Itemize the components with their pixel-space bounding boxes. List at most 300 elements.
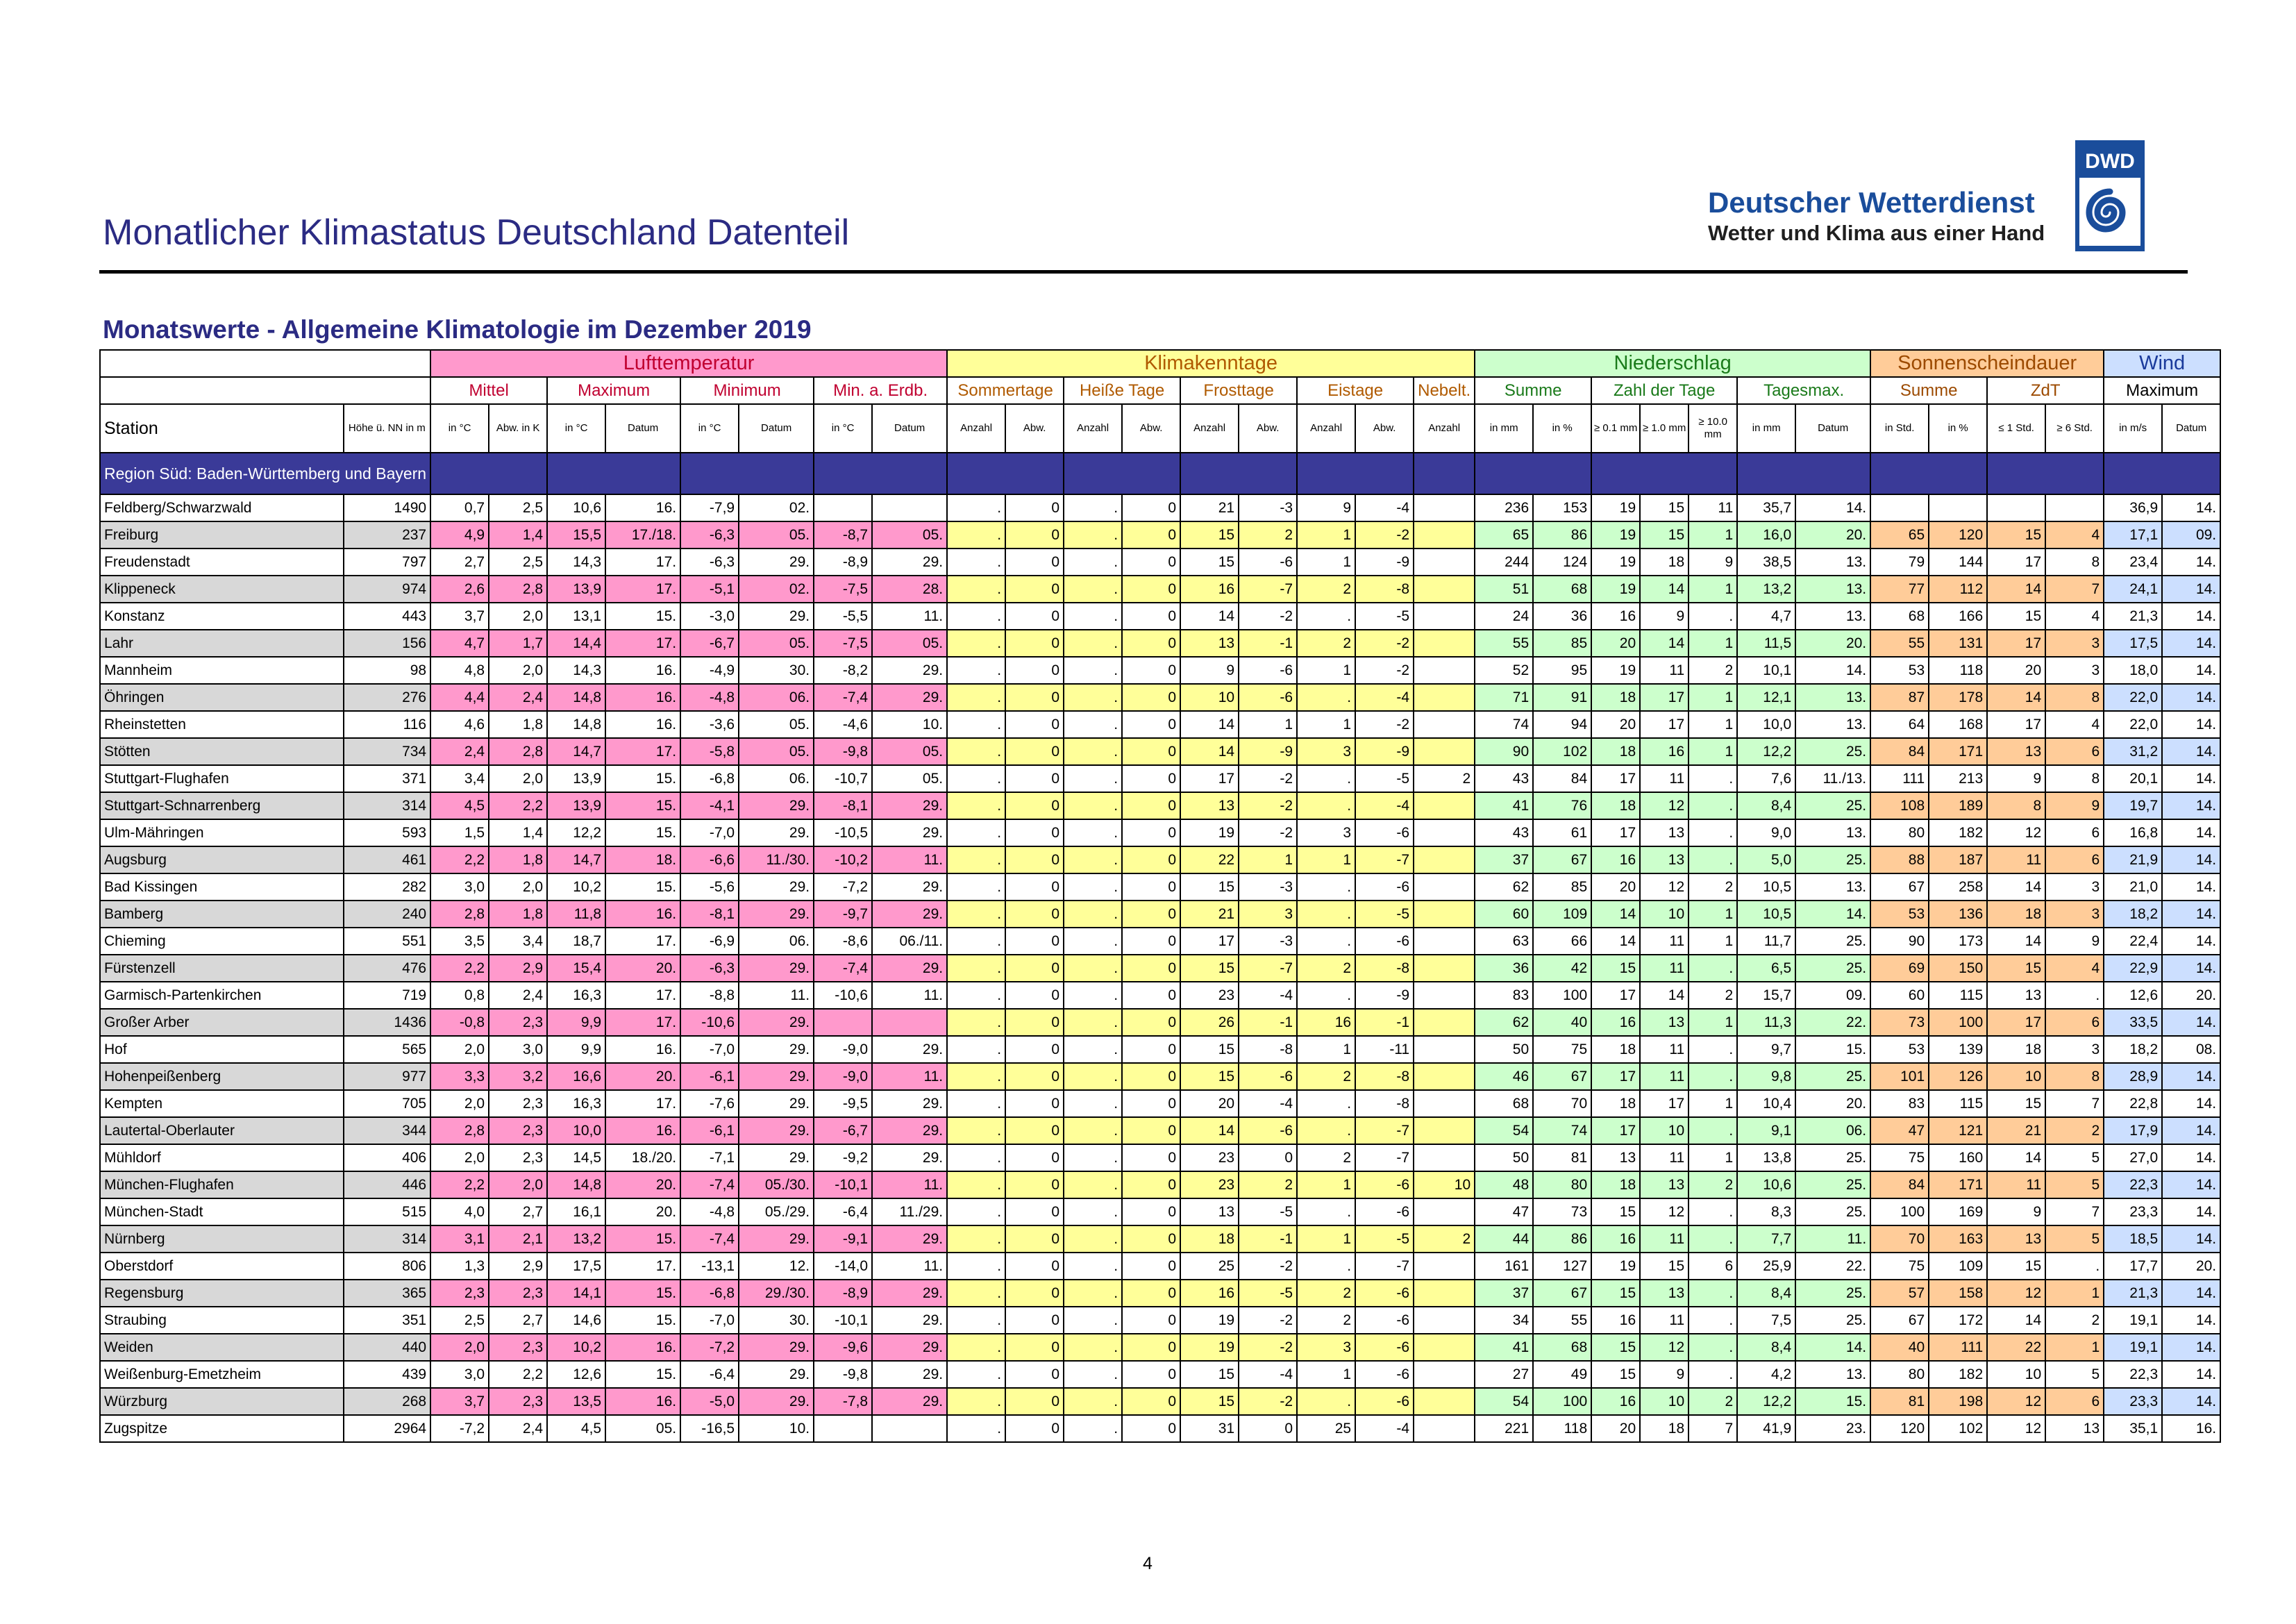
region-label: Region Süd: Baden-Württemberg und Bayern	[100, 453, 430, 494]
wind-datum: 14.	[2162, 603, 2220, 630]
sonne-summe: 83	[1870, 1090, 1929, 1117]
heisse-tage-anzahl: .	[1064, 846, 1122, 873]
eistage-anzahl: 1	[1297, 521, 1355, 549]
heisse-tage-abw: 0	[1122, 1090, 1180, 1117]
temp-max: 10,2	[547, 873, 605, 901]
eistage-anzahl: 2	[1297, 1307, 1355, 1334]
station-name: Hof	[100, 1036, 344, 1063]
sommertage-anzahl: .	[947, 1225, 1005, 1253]
temp-min: -7,0	[680, 1036, 739, 1063]
temp-min-datum: 29.	[739, 819, 814, 846]
station-hoehe: 268	[344, 1388, 431, 1415]
eistage-abw: -4	[1355, 684, 1414, 711]
tage-ge-1mm: 11	[1640, 928, 1689, 955]
heisse-tage-anzahl: .	[1064, 494, 1122, 521]
temp-mittel: 3,5	[430, 928, 489, 955]
tagesmax-datum: 14.	[1795, 494, 1870, 521]
table-row	[100, 1415, 2220, 1442]
frosttage-anzahl: 13	[1180, 1198, 1239, 1225]
temp-min: -4,8	[680, 1198, 739, 1225]
temp-erdb: -10,1	[814, 1307, 872, 1334]
document-title: Monatlicher Klimastatus Deutschland Datenteil	[103, 212, 850, 253]
frosttage-anzahl: 15	[1180, 955, 1239, 982]
tage-ge-1mm: 16	[1640, 738, 1689, 765]
sonne-prozent: 121	[1929, 1117, 1987, 1144]
station-name: Mannheim	[100, 657, 344, 684]
temp-erdb-datum: 29.	[872, 1388, 947, 1415]
zdt-ge-6-std: 5	[2045, 1225, 2104, 1253]
heisse-tage-anzahl: .	[1064, 1063, 1122, 1090]
eistage-abw: -4	[1355, 494, 1414, 521]
frosttage-anzahl: 17	[1180, 765, 1239, 792]
sonne-summe: 84	[1870, 1171, 1929, 1198]
table-row	[100, 521, 2220, 549]
temp-abw: 2,8	[489, 738, 547, 765]
temp-erdb: -9,7	[814, 901, 872, 928]
temp-min: -5,6	[680, 873, 739, 901]
table-row	[100, 630, 2220, 657]
eistage-abw: -5	[1355, 1225, 1414, 1253]
eistage-abw: -11	[1355, 1036, 1414, 1063]
temp-max: 14,4	[547, 630, 605, 657]
nebeltage-anzahl	[1414, 603, 1475, 630]
nebeltage-anzahl	[1414, 1280, 1475, 1307]
eistage-abw: -8	[1355, 1090, 1414, 1117]
tage-ge-1mm: 12	[1640, 792, 1689, 819]
temp-erdb-datum: 29.	[872, 955, 947, 982]
sommertage-anzahl: .	[947, 1334, 1005, 1361]
tagesmax-mm: 11,3	[1737, 1009, 1795, 1036]
niederschlag-summe: 74	[1475, 711, 1533, 738]
tagesmax-mm: 12,2	[1737, 1388, 1795, 1415]
niederschlag-prozent: 67	[1533, 846, 1591, 873]
sub-zdt: ZdT	[1987, 377, 2104, 404]
tagesmax-mm: 10,5	[1737, 873, 1795, 901]
temp-mittel: 2,6	[430, 576, 489, 603]
temp-erdb: -7,4	[814, 684, 872, 711]
temp-erdb: -5,5	[814, 603, 872, 630]
frosttage-anzahl: 13	[1180, 630, 1239, 657]
tagesmax-mm: 38,5	[1737, 549, 1795, 576]
temp-erdb-datum	[872, 494, 947, 521]
sommertage-anzahl: .	[947, 1415, 1005, 1442]
sommertage-anzahl: .	[947, 630, 1005, 657]
table-row	[100, 711, 2220, 738]
temp-max-datum: 20.	[605, 1063, 680, 1090]
station-name: Großer Arber	[100, 1009, 344, 1036]
temp-erdb: -4,6	[814, 711, 872, 738]
station-name: Oberstdorf	[100, 1253, 344, 1280]
niederschlag-prozent: 68	[1533, 1334, 1591, 1361]
heisse-tage-anzahl: .	[1064, 955, 1122, 982]
tage-ge-0-1mm: 18	[1591, 1036, 1640, 1063]
station-name: Regensburg	[100, 1280, 344, 1307]
table-row	[100, 792, 2220, 819]
tage-ge-0-1mm: 15	[1591, 1198, 1640, 1225]
station-hoehe: 237	[344, 521, 431, 549]
sonne-prozent: 198	[1929, 1388, 1987, 1415]
niederschlag-summe: 63	[1475, 928, 1533, 955]
sonne-summe: 68	[1870, 603, 1929, 630]
frosttage-anzahl: 15	[1180, 1388, 1239, 1415]
wind-max: 17,1	[2104, 521, 2162, 549]
sommertage-abw: 0	[1005, 1117, 1064, 1144]
table-row	[100, 494, 2220, 521]
niederschlag-summe: 55	[1475, 630, 1533, 657]
tagesmax-mm: 9,1	[1737, 1117, 1795, 1144]
station-hoehe: 156	[344, 630, 431, 657]
region-fill	[814, 453, 947, 494]
tagesmax-mm: 6,5	[1737, 955, 1795, 982]
temp-erdb: -9,5	[814, 1090, 872, 1117]
sonne-prozent: 169	[1929, 1198, 1987, 1225]
tage-ge-0-1mm: 16	[1591, 1307, 1640, 1334]
tagesmax-mm: 15,7	[1737, 982, 1795, 1009]
wind-datum: 14.	[2162, 1009, 2220, 1036]
station-hoehe: 371	[344, 765, 431, 792]
heisse-tage-abw: 0	[1122, 603, 1180, 630]
sonne-prozent: 158	[1929, 1280, 1987, 1307]
sonne-prozent: 173	[1929, 928, 1987, 955]
niederschlag-summe: 54	[1475, 1117, 1533, 1144]
tagesmax-mm: 11,7	[1737, 928, 1795, 955]
temp-max: 14,7	[547, 738, 605, 765]
tage-ge-0-1mm: 16	[1591, 846, 1640, 873]
tage-ge-10mm: 7	[1689, 1415, 1737, 1442]
tage-ge-10mm: 2	[1689, 1171, 1737, 1198]
temp-min: -7,0	[680, 1307, 739, 1334]
sonne-prozent: 168	[1929, 711, 1987, 738]
temp-erdb-datum	[872, 1009, 947, 1036]
frosttage-abw: -4	[1239, 1090, 1297, 1117]
tage-ge-1mm: 14	[1640, 630, 1689, 657]
zdt-ge-6-std: 6	[2045, 819, 2104, 846]
temp-min-datum: 05.	[739, 630, 814, 657]
tage-ge-0-1mm: 19	[1591, 576, 1640, 603]
frosttage-anzahl: 19	[1180, 1307, 1239, 1334]
tagesmax-mm: 25,9	[1737, 1253, 1795, 1280]
tagesmax-mm: 13,8	[1737, 1144, 1795, 1171]
temp-min-datum: 29.	[739, 955, 814, 982]
station-name: Stuttgart-Flughafen	[100, 765, 344, 792]
temp-erdb: -7,8	[814, 1388, 872, 1415]
temp-mittel: 2,2	[430, 955, 489, 982]
niederschlag-prozent: 80	[1533, 1171, 1591, 1198]
sonne-summe: 75	[1870, 1144, 1929, 1171]
temp-max-datum: 17.	[605, 1090, 680, 1117]
temp-abw: 2,0	[489, 603, 547, 630]
sonne-summe: 81	[1870, 1388, 1929, 1415]
temp-max: 14,8	[547, 1171, 605, 1198]
niederschlag-summe: 44	[1475, 1225, 1533, 1253]
frosttage-anzahl: 17	[1180, 928, 1239, 955]
zdt-le-1-std: 14	[1987, 1307, 2045, 1334]
frosttage-abw: -6	[1239, 684, 1297, 711]
table-row	[100, 1307, 2220, 1334]
temp-min-datum: 29.	[739, 1117, 814, 1144]
eistage-abw: -6	[1355, 819, 1414, 846]
station-hoehe: 593	[344, 819, 431, 846]
title-rule	[99, 270, 2188, 274]
wind-max: 23,3	[2104, 1198, 2162, 1225]
temp-min-datum: 05./30.	[739, 1171, 814, 1198]
zdt-le-1-std: 13	[1987, 982, 2045, 1009]
temp-erdb: -9,2	[814, 1144, 872, 1171]
region-fill	[1737, 453, 1870, 494]
tagesmax-datum: 25.	[1795, 1280, 1870, 1307]
station-hoehe: 806	[344, 1253, 431, 1280]
heisse-tage-abw: 0	[1122, 1307, 1180, 1334]
tage-ge-0-1mm: 16	[1591, 1009, 1640, 1036]
tage-ge-10mm: 2	[1689, 1388, 1737, 1415]
sommertage-abw: 0	[1005, 1063, 1064, 1090]
sonne-summe: 53	[1870, 1036, 1929, 1063]
temp-abw: 2,2	[489, 1361, 547, 1388]
table-row	[100, 873, 2220, 901]
eistage-abw: -2	[1355, 711, 1414, 738]
zdt-ge-6-std: 6	[2045, 846, 2104, 873]
frosttage-abw: -2	[1239, 792, 1297, 819]
heisse-tage-abw: 0	[1122, 1388, 1180, 1415]
sommertage-anzahl: .	[947, 982, 1005, 1009]
unit-cell: Abw. in K	[489, 404, 547, 453]
temp-mittel: 2,0	[430, 1090, 489, 1117]
heisse-tage-abw: 0	[1122, 1009, 1180, 1036]
tagesmax-datum: 25.	[1795, 738, 1870, 765]
nebeltage-anzahl: 2	[1414, 765, 1475, 792]
temp-max: 14,8	[547, 711, 605, 738]
wind-max: 22,3	[2104, 1361, 2162, 1388]
station-name: Klippeneck	[100, 576, 344, 603]
tage-ge-1mm: 9	[1640, 1361, 1689, 1388]
temp-min: -8,8	[680, 982, 739, 1009]
heisse-tage-abw: 0	[1122, 711, 1180, 738]
temp-mittel: 2,0	[430, 1334, 489, 1361]
zdt-le-1-std: 10	[1987, 1063, 2045, 1090]
temp-min-datum: 29.	[739, 1334, 814, 1361]
tage-ge-1mm: 13	[1640, 819, 1689, 846]
temp-mittel: 3,1	[430, 1225, 489, 1253]
region-fill	[1064, 453, 1180, 494]
temp-abw: 1,4	[489, 521, 547, 549]
wind-max: 31,2	[2104, 738, 2162, 765]
unit-cell: Abw.	[1005, 404, 1064, 453]
temp-max: 9,9	[547, 1036, 605, 1063]
tagesmax-mm: 4,7	[1737, 603, 1795, 630]
temp-erdb-datum: 06./11.	[872, 928, 947, 955]
tagesmax-datum: 13.	[1795, 603, 1870, 630]
tage-ge-1mm: 15	[1640, 521, 1689, 549]
temp-max-datum: 17.	[605, 982, 680, 1009]
temp-max-datum: 16.	[605, 1036, 680, 1063]
table-row	[100, 1171, 2220, 1198]
group-klimakenntage: Klimakenntage	[947, 350, 1475, 377]
table-row	[100, 1117, 2220, 1144]
tage-ge-0-1mm: 17	[1591, 1063, 1640, 1090]
niederschlag-summe: 52	[1475, 657, 1533, 684]
temp-erdb-datum: 29.	[872, 657, 947, 684]
frosttage-anzahl: 10	[1180, 684, 1239, 711]
wind-max: 21,3	[2104, 1280, 2162, 1307]
niederschlag-summe: 54	[1475, 1388, 1533, 1415]
region-fill	[2104, 453, 2220, 494]
temp-min-datum: 29.	[739, 901, 814, 928]
temp-min: -13,1	[680, 1253, 739, 1280]
tage-ge-0-1mm: 16	[1591, 1388, 1640, 1415]
eistage-anzahl: .	[1297, 928, 1355, 955]
station-name: Konstanz	[100, 603, 344, 630]
nebeltage-anzahl	[1414, 846, 1475, 873]
heisse-tage-anzahl: .	[1064, 1253, 1122, 1280]
tage-ge-0-1mm: 16	[1591, 603, 1640, 630]
tagesmax-datum: 13.	[1795, 711, 1870, 738]
zdt-ge-6-std: 9	[2045, 928, 2104, 955]
temp-mittel: 2,3	[430, 1280, 489, 1307]
frosttage-abw: -4	[1239, 1361, 1297, 1388]
temp-erdb-datum: 29.	[872, 873, 947, 901]
zdt-ge-6-std: 4	[2045, 711, 2104, 738]
tagesmax-mm: 8,3	[1737, 1198, 1795, 1225]
station-hoehe: 98	[344, 657, 431, 684]
eistage-anzahl: 1	[1297, 846, 1355, 873]
wind-max: 22,0	[2104, 684, 2162, 711]
niederschlag-prozent: 42	[1533, 955, 1591, 982]
unit-cell: Anzahl	[1064, 404, 1122, 453]
eistage-anzahl: 25	[1297, 1415, 1355, 1442]
zdt-le-1-std: 18	[1987, 1036, 2045, 1063]
temp-max-datum: 15.	[605, 873, 680, 901]
station-name: Freiburg	[100, 521, 344, 549]
temp-max-datum: 15.	[605, 765, 680, 792]
tage-ge-0-1mm: 16	[1591, 1225, 1640, 1253]
sonne-summe: 88	[1870, 846, 1929, 873]
heisse-tage-abw: 0	[1122, 657, 1180, 684]
temp-min: -7,4	[680, 1225, 739, 1253]
tagesmax-datum: 20.	[1795, 1090, 1870, 1117]
wind-datum: 14.	[2162, 1198, 2220, 1225]
sonne-summe: 64	[1870, 711, 1929, 738]
tage-ge-10mm: .	[1689, 1036, 1737, 1063]
temp-erdb: -8,2	[814, 657, 872, 684]
sommertage-anzahl: .	[947, 1063, 1005, 1090]
heisse-tage-anzahl: .	[1064, 1171, 1122, 1198]
table-row	[100, 1009, 2220, 1036]
temp-mittel: 4,6	[430, 711, 489, 738]
unit-cell: Datum	[872, 404, 947, 453]
sonne-prozent: 139	[1929, 1036, 1987, 1063]
wind-max: 27,0	[2104, 1144, 2162, 1171]
tagesmax-mm: 8,4	[1737, 1280, 1795, 1307]
temp-mittel: 2,4	[430, 738, 489, 765]
zdt-le-1-std: 18	[1987, 901, 2045, 928]
subheader-blank	[100, 377, 430, 404]
frosttage-anzahl: 18	[1180, 1225, 1239, 1253]
niederschlag-summe: 27	[1475, 1361, 1533, 1388]
station-hoehe: 314	[344, 792, 431, 819]
tage-ge-1mm: 15	[1640, 494, 1689, 521]
tagesmax-datum: 13.	[1795, 549, 1870, 576]
tage-ge-0-1mm: 18	[1591, 792, 1640, 819]
table-title: Monatswerte - Allgemeine Klimatologie im Dezember 2019	[103, 315, 812, 344]
eistage-anzahl: 2	[1297, 1144, 1355, 1171]
tagesmax-datum: 22.	[1795, 1009, 1870, 1036]
tage-ge-1mm: 13	[1640, 1280, 1689, 1307]
niederschlag-summe: 43	[1475, 819, 1533, 846]
tage-ge-1mm: 11	[1640, 1036, 1689, 1063]
temp-min: -5,8	[680, 738, 739, 765]
table-row	[100, 982, 2220, 1009]
frosttage-anzahl: 26	[1180, 1009, 1239, 1036]
temp-mittel: -7,2	[430, 1415, 489, 1442]
wind-datum: 14.	[2162, 955, 2220, 982]
tage-ge-10mm: .	[1689, 1280, 1737, 1307]
temp-mittel: 2,5	[430, 1307, 489, 1334]
unit-cell: ≥ 1.0 mm	[1640, 404, 1689, 453]
tagesmax-datum: 25.	[1795, 1307, 1870, 1334]
eistage-anzahl: .	[1297, 982, 1355, 1009]
temp-min-datum: 29.	[739, 792, 814, 819]
temp-erdb: -7,5	[814, 576, 872, 603]
temp-erdb-datum: 11.	[872, 1171, 947, 1198]
temp-abw: 2,3	[489, 1009, 547, 1036]
tagesmax-mm: 11,5	[1737, 630, 1795, 657]
temp-erdb-datum: 11.	[872, 1063, 947, 1090]
tage-ge-0-1mm: 18	[1591, 738, 1640, 765]
station-name: Garmisch-Partenkirchen	[100, 982, 344, 1009]
table-row	[100, 576, 2220, 603]
sonne-summe: 47	[1870, 1117, 1929, 1144]
sonne-prozent: 172	[1929, 1307, 1987, 1334]
table-row	[100, 1280, 2220, 1307]
temp-erdb-datum: 29.	[872, 792, 947, 819]
wind-datum: 14.	[2162, 1171, 2220, 1198]
temp-min-datum: 29.	[739, 1361, 814, 1388]
tagesmax-mm: 9,7	[1737, 1036, 1795, 1063]
nebeltage-anzahl	[1414, 657, 1475, 684]
nebeltage-anzahl	[1414, 1334, 1475, 1361]
sonne-summe: 53	[1870, 657, 1929, 684]
sommertage-anzahl: .	[947, 1144, 1005, 1171]
tage-ge-0-1mm: 17	[1591, 819, 1640, 846]
temp-min-datum: 05.	[739, 738, 814, 765]
region-fill	[1414, 453, 1475, 494]
tage-ge-1mm: 18	[1640, 549, 1689, 576]
station-name: Lautertal-Oberlauter	[100, 1117, 344, 1144]
eistage-anzahl: .	[1297, 603, 1355, 630]
heisse-tage-abw: 0	[1122, 792, 1180, 819]
frosttage-abw: -1	[1239, 630, 1297, 657]
temp-abw: 2,5	[489, 549, 547, 576]
frosttage-anzahl: 23	[1180, 1144, 1239, 1171]
sommertage-abw: 0	[1005, 711, 1064, 738]
station-hoehe: 515	[344, 1198, 431, 1225]
station-hoehe: 705	[344, 1090, 431, 1117]
temp-max-datum: 16.	[605, 1334, 680, 1361]
temp-min: -4,9	[680, 657, 739, 684]
temp-erdb-datum: 29.	[872, 1090, 947, 1117]
niederschlag-prozent: 102	[1533, 738, 1591, 765]
wind-datum: 20.	[2162, 1253, 2220, 1280]
temp-min: -6,8	[680, 765, 739, 792]
sonne-prozent: 166	[1929, 603, 1987, 630]
group-lufttemperatur: Lufttemperatur	[430, 350, 947, 377]
temp-erdb-datum: 29.	[872, 1307, 947, 1334]
heisse-tage-abw: 0	[1122, 1253, 1180, 1280]
heisse-tage-anzahl: .	[1064, 1144, 1122, 1171]
temp-min-datum: 06.	[739, 765, 814, 792]
temp-max: 14,5	[547, 1144, 605, 1171]
station-name: München-Stadt	[100, 1198, 344, 1225]
